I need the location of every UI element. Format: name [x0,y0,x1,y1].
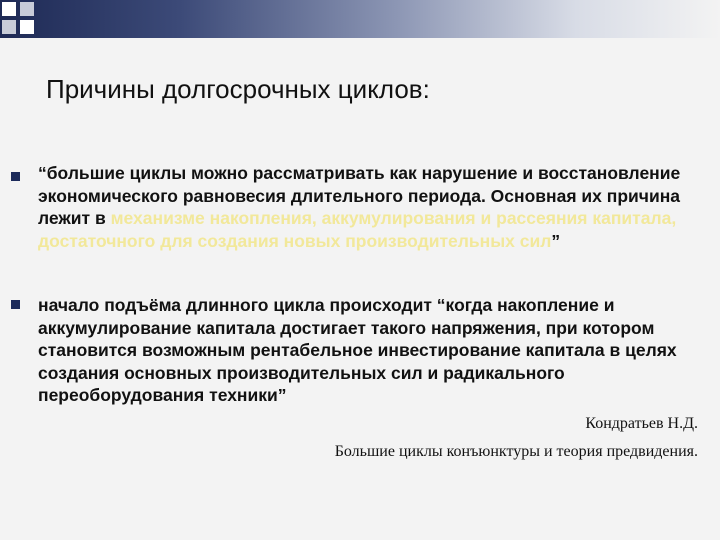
bullet-square-icon [11,172,20,181]
citation-author: Кондратьев Н.Д. [585,415,698,432]
bullet-1-highlight: механизме накопления, аккумулирования и рассеяния капитала, достаточного для создания новых производительных сил [38,208,677,251]
header-gradient-bar [0,0,720,38]
citation-work: Большие циклы конъюнктуры и теория предвидения. [334,443,698,460]
bullet-text-1 [38,162,698,252]
slide-title: Причины долгосрочных циклов: [46,74,430,104]
bullet-1-text-after: ” [551,230,561,251]
bullet-square-icon [11,300,20,309]
decor-square [2,2,16,16]
decor-square [20,20,34,34]
decor-square [20,2,34,16]
bullet-1-text-before: “большие циклы можно рассматривать как нарушение и восстановление экономического равновесия длительного периода. Основная их причина лежит в [38,163,681,228]
decor-square [2,20,16,34]
bullet-text-2: начало подъёма длинного цикла происходит “когда накопление и аккумулирование капитала достигает такого напряжения, при котором становится возможным рентабельное инвестирование капитала в целях создания основных производительных сил и радикального переоборудования техники” [38,295,677,405]
